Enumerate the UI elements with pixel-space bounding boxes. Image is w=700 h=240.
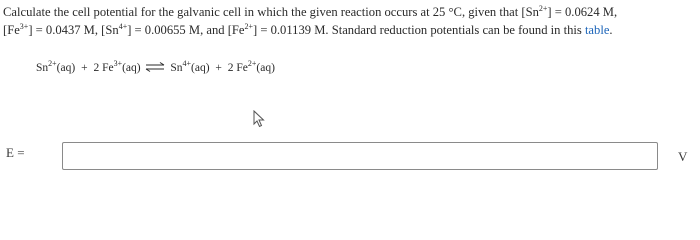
- unit-label: V: [678, 149, 688, 164]
- mouse-pointer-icon: [252, 110, 266, 128]
- problem-statement: [3, 3, 693, 39]
- plus-sign: +: [215, 62, 222, 74]
- cell-potential-input[interactable]: [62, 142, 658, 170]
- charge-superscript: 4+: [182, 59, 192, 68]
- product-fe: 2 Fe: [227, 62, 248, 74]
- charge-superscript: 4+: [118, 22, 128, 31]
- plus-sign: +: [81, 62, 88, 74]
- problem-line-2: [3, 21, 693, 39]
- charge-superscript: 3+: [113, 59, 123, 68]
- charge-superscript: 2+: [48, 59, 57, 68]
- chemical-reaction: [36, 59, 275, 74]
- problem-line-1: [3, 3, 693, 21]
- problem-text: ] = 0.0624 M,: [547, 5, 618, 19]
- state-label: (aq): [191, 62, 210, 74]
- charge-superscript: 2+: [247, 59, 257, 68]
- problem-text: ] = 0.00655 M, and [Fe: [127, 23, 245, 37]
- charge-superscript: 3+: [19, 22, 29, 31]
- state-label: (aq): [122, 62, 141, 74]
- state-label: (aq): [256, 62, 275, 74]
- answer-label: E =: [6, 145, 25, 160]
- charge-superscript: 2+: [538, 4, 548, 13]
- state-label: (aq): [56, 62, 76, 74]
- problem-text: ] = 0.0437 M, [Sn: [28, 23, 119, 37]
- problem-text: [Fe: [3, 23, 20, 37]
- reduction-potentials-table-link[interactable]: table: [584, 23, 610, 37]
- problem-text: .: [609, 23, 613, 37]
- charge-superscript: 2+: [244, 22, 254, 31]
- problem-text: ] = 0.01139 M. Standard reduction potentials can be found in this: [253, 23, 585, 37]
- reactant-fe: 2 Fe: [93, 62, 114, 74]
- reactant-sn: Sn: [36, 62, 49, 74]
- problem-text: Calculate the cell potential for the galvanic cell in which the given reaction occurs at 25 °C, given that [Sn: [3, 5, 539, 19]
- product-sn: Sn: [170, 62, 183, 74]
- equilibrium-arrow-icon: [145, 62, 165, 72]
